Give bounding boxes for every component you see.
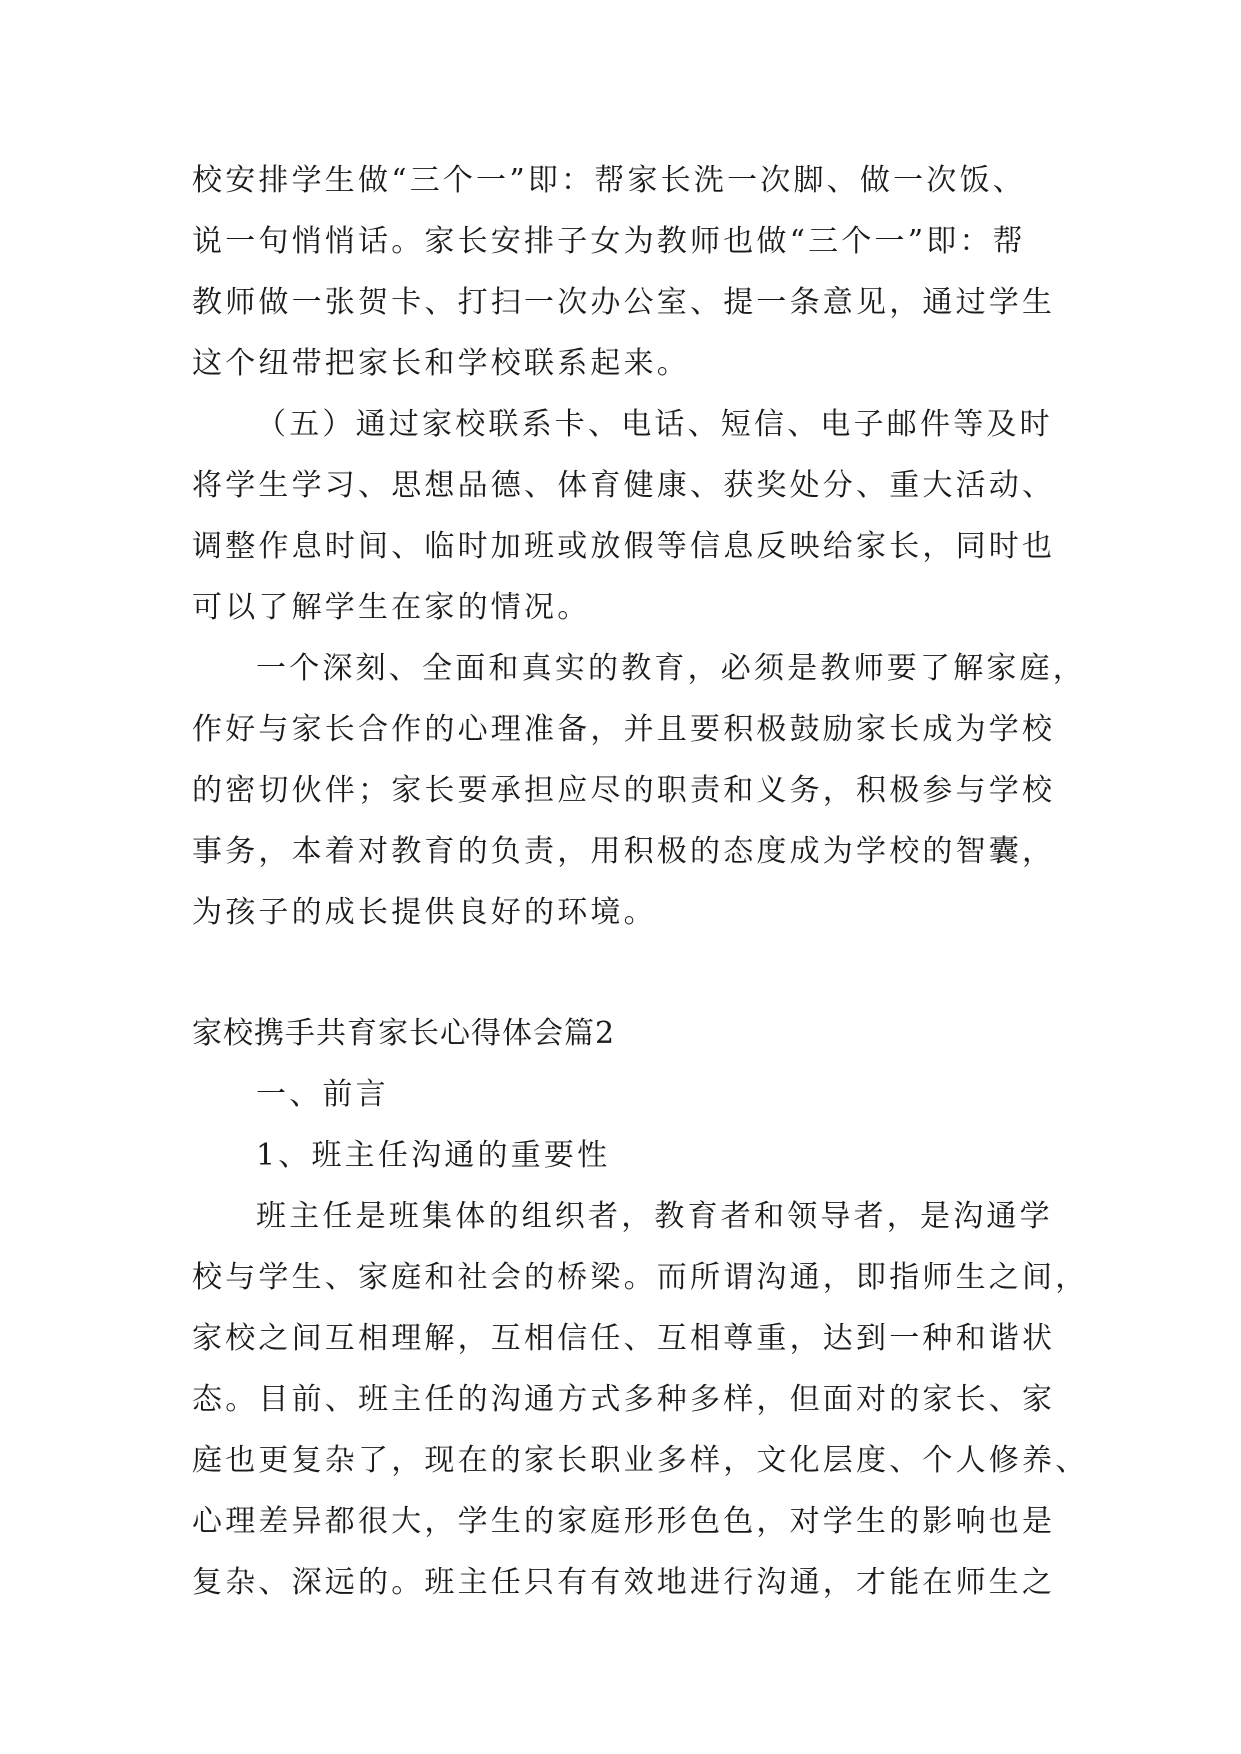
text-line: 可以了解学生在家的情况。 — [192, 590, 591, 625]
text-line: 1、班主任沟通的重要性 — [256, 1138, 611, 1173]
text-line: 说一句悄悄话。家长安排子女为教师也做“三个一”即：帮 — [192, 224, 1026, 259]
text-line: 复杂、深远的。班主任只有有效地进行沟通，才能在师生之 — [192, 1565, 1056, 1600]
text-line: 班主任是班集体的组织者，教育者和领导者，是沟通学 — [256, 1199, 1053, 1234]
paragraph-head-teacher — [192, 1186, 1089, 1613]
text-line: （五）通过家校联系卡、电话、短信、电子邮件等及时 — [256, 407, 1053, 442]
text-line: 家校之间互相理解，互相信任、互相尊重，达到一种和谐状 — [192, 1321, 1056, 1356]
section-spacer — [192, 943, 1072, 1003]
text-line: 校与学生、家庭和社会的桥梁。而所谓沟通，即指师生之间， — [192, 1260, 1089, 1295]
paragraph-contact-card — [192, 394, 1072, 638]
text-line: 的密切伙伴；家长要承担应尽的职责和义务，积极参与学校 — [192, 773, 1056, 808]
subheading-importance — [192, 1125, 1072, 1186]
text-line: 为孩子的成长提供良好的环境。 — [192, 895, 657, 930]
section-title: 家校携手共育家长心得体会篇2 — [192, 1016, 616, 1051]
text-line: 一、前言 — [256, 1077, 389, 1112]
text-line: 态。目前、班主任的沟通方式多种多样，但面对的家长、家 — [192, 1382, 1056, 1417]
text-line: 调整作息时间、临时加班或放假等信息反映给家长，同时也 — [192, 529, 1056, 564]
paragraph-three-ones — [192, 150, 1072, 394]
text-line: 心理差异都很大，学生的家庭形形色色，对学生的影响也是 — [192, 1504, 1056, 1539]
paragraph-conclusion — [192, 638, 1086, 943]
text-line: 校安排学生做“三个一”即：帮家长洗一次脚、做一次饭、 — [192, 163, 1026, 198]
text-line: 事务，本着对教育的负责，用积极的态度成为学校的智囊， — [192, 834, 1056, 869]
text-line: 作好与家长合作的心理准备，并且要积极鼓励家长成为学校 — [192, 712, 1056, 747]
text-line: 一个深刻、全面和真实的教育，必须是教师要了解家庭， — [256, 651, 1086, 686]
text-line: 将学生学习、思想品德、体育健康、获奖处分、重大活动、 — [192, 468, 1056, 503]
text-line: 这个纽带把家长和学校联系起来。 — [192, 346, 690, 381]
subheading-preface — [192, 1064, 1072, 1125]
document-body — [192, 150, 1089, 1613]
text-line: 庭也更复杂了，现在的家长职业多样，文化层度、个人修养、 — [192, 1443, 1089, 1478]
text-line: 教师做一张贺卡、打扫一次办公室、提一条意见，通过学生 — [192, 285, 1056, 320]
